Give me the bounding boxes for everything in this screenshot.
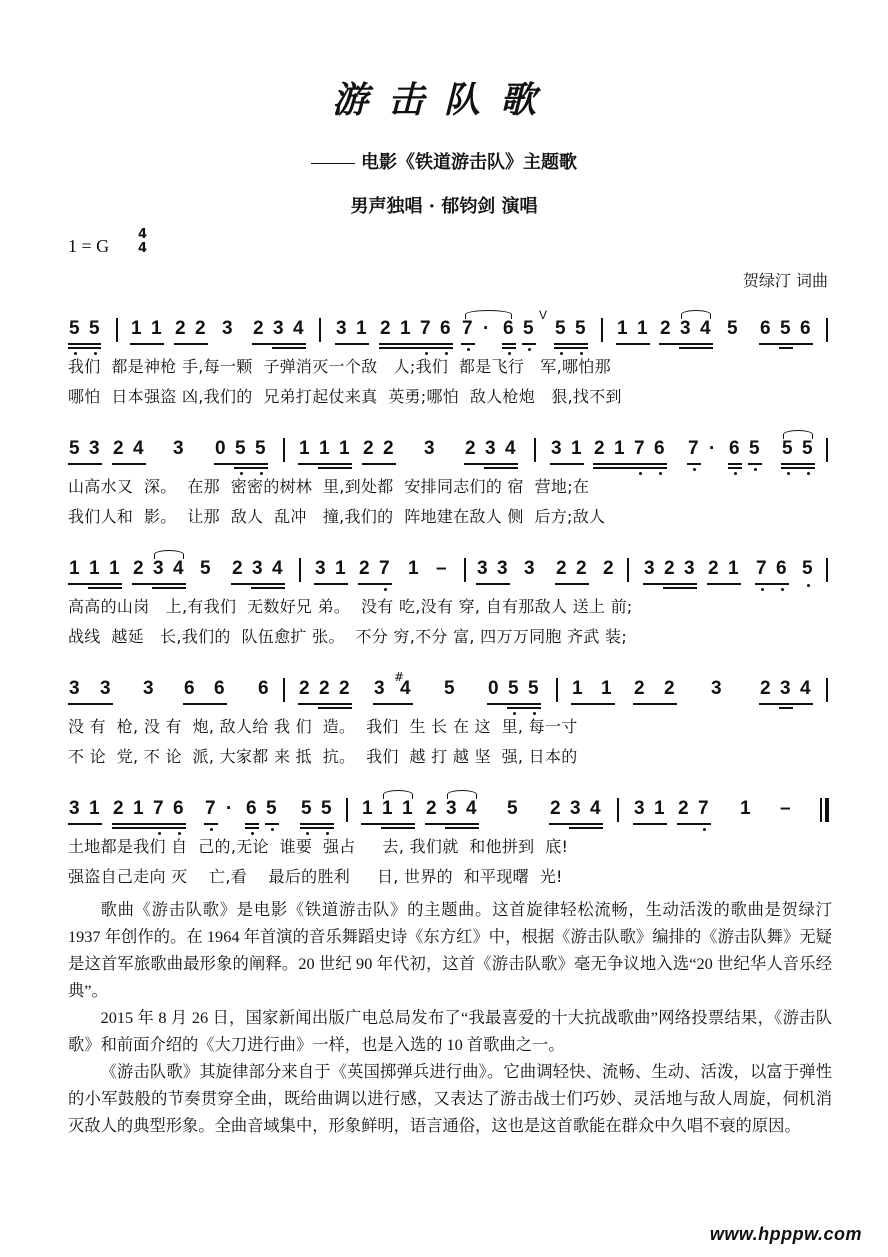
underline xyxy=(231,583,285,585)
note: 1 xyxy=(400,318,411,339)
underline xyxy=(677,823,711,825)
underline xyxy=(759,343,813,345)
note: 5 xyxy=(444,678,455,699)
tie-slur xyxy=(783,430,813,439)
underline xyxy=(502,347,516,349)
note: 3 xyxy=(89,438,100,459)
underline xyxy=(484,467,518,469)
note: 1 xyxy=(335,558,346,579)
note: 7 xyxy=(462,318,473,339)
note: 2 xyxy=(319,678,330,699)
lyric-verse-2: 战线 越延 长,我们的 队伍愈扩 张。 不分 穷,不分 富, 四万万同胞 齐武 装; xyxy=(68,627,628,646)
note: 2 xyxy=(426,798,437,819)
music-system-1 xyxy=(0,308,888,422)
underline xyxy=(707,583,741,585)
note: 2 xyxy=(660,318,671,339)
note: 3 xyxy=(477,558,488,579)
note: 1 xyxy=(69,558,80,579)
barline xyxy=(464,558,466,582)
low-dot xyxy=(210,828,213,831)
note: 3 xyxy=(570,798,581,819)
underline xyxy=(593,463,667,465)
underline xyxy=(633,703,677,705)
note: 5 xyxy=(780,318,791,339)
underline xyxy=(130,343,164,345)
note: 7 xyxy=(205,798,216,819)
underline xyxy=(593,467,667,469)
note: 2 xyxy=(113,798,124,819)
note: 1 xyxy=(362,798,373,819)
note: 5 xyxy=(235,438,246,459)
lyric-verse-1: 高高的山岗 上,有我们 无数好兄 弟。 没有 吃,没有 穿, 自有那敌人 送上 前; xyxy=(68,597,633,616)
low-dot xyxy=(639,472,642,475)
underline xyxy=(68,347,101,349)
note: 7 xyxy=(153,798,164,819)
note: 2 xyxy=(253,318,264,339)
note: 3 xyxy=(69,798,80,819)
low-dot xyxy=(781,588,784,591)
barline xyxy=(601,318,603,342)
note: 1 xyxy=(408,558,419,579)
note: 5 xyxy=(69,318,80,339)
underline xyxy=(554,347,588,349)
note: 6 xyxy=(214,678,225,699)
note: 2 xyxy=(678,798,689,819)
note: 3 xyxy=(153,558,164,579)
underline xyxy=(781,463,815,465)
note: 1 xyxy=(339,438,350,459)
barline xyxy=(826,438,828,462)
performer-credit: 男声独唱 · 郁钧剑 演唱 xyxy=(350,196,538,217)
note: 7 xyxy=(379,558,390,579)
note: 4 xyxy=(173,558,184,579)
note: 4 xyxy=(800,678,811,699)
note: 3 xyxy=(780,678,791,699)
note: 1 xyxy=(571,438,582,459)
note: 2 xyxy=(465,438,476,459)
barline xyxy=(346,798,348,822)
note: 3 xyxy=(336,318,347,339)
underline xyxy=(633,823,667,825)
note: 3 xyxy=(644,558,655,579)
underline xyxy=(68,463,102,465)
subtitle-text: 电影《铁道游击队》主题歌 xyxy=(361,152,577,173)
underline xyxy=(522,343,536,345)
underline xyxy=(781,467,815,469)
notation-row xyxy=(0,308,888,346)
note: 2 xyxy=(133,558,144,579)
lyric-verse-2: 哪怕 日本强盗 凶,我们的 兄弟打起仗来真 英勇;哪怕 敌人枪炮 狠,找不到 xyxy=(68,387,622,406)
note: 5 xyxy=(255,438,266,459)
note: 4 xyxy=(400,678,411,699)
note: 4 xyxy=(272,558,283,579)
dash-divider xyxy=(311,163,355,164)
note: 2 xyxy=(363,438,374,459)
note: 3 xyxy=(100,678,111,699)
note: 5 xyxy=(749,438,760,459)
article-paragraph-1: 歌曲《游击队歌》是电影《铁道游击队》的主题曲。这首旋律轻松流畅，生动活泼的歌曲是贺绿汀 1937 年创作的。在 1964 年首演的音乐舞蹈史诗《东方红》中，根据《游击队歌》编排的《游击队舞》无疑是这首军旅歌曲最形象的阐释。20 世纪 90 年代初，这首《游击队歌》毫无争议地入选“20 世纪华人音乐经典”。 xyxy=(68,900,832,1000)
low-dot xyxy=(807,584,810,587)
low-dot xyxy=(659,472,662,475)
note: 1 xyxy=(151,318,162,339)
lyric-verse-2: 我们人和 影。 让那 敌人 乱冲 撞,我们的 阵地建在敌人 侧 后方;敌人 xyxy=(68,507,606,526)
note: 6 xyxy=(800,318,811,339)
underline xyxy=(687,463,701,465)
note: 5 xyxy=(321,798,332,819)
music-system-4 xyxy=(0,672,888,782)
note: 1 xyxy=(89,798,100,819)
underline xyxy=(112,823,186,825)
barline xyxy=(534,438,536,462)
underline xyxy=(245,827,259,829)
underline xyxy=(245,823,259,825)
underline xyxy=(298,703,352,705)
note: 0 xyxy=(488,678,499,699)
note: 5 xyxy=(575,318,586,339)
underline xyxy=(204,823,218,825)
underline xyxy=(361,823,415,825)
underline xyxy=(659,343,713,345)
article-body xyxy=(68,896,832,1139)
underline xyxy=(728,463,742,465)
underline xyxy=(549,823,603,825)
underline xyxy=(251,587,285,589)
underline xyxy=(379,347,453,349)
note: 1 xyxy=(89,558,100,579)
note: 5 xyxy=(69,438,80,459)
underline xyxy=(571,703,615,705)
note: 5 xyxy=(802,558,813,579)
note: 2 xyxy=(359,558,370,579)
music-system-2 xyxy=(0,432,888,542)
time-sig-bottom: 4 xyxy=(138,241,148,256)
underline xyxy=(183,703,227,705)
underline xyxy=(550,463,584,465)
barline xyxy=(826,678,828,702)
note: 2 xyxy=(175,318,186,339)
low-dot xyxy=(384,588,387,591)
note: 7 xyxy=(756,558,767,579)
final-barline-thin xyxy=(820,798,822,822)
low-dot xyxy=(754,468,757,471)
tie-slur xyxy=(447,790,477,799)
low-dot xyxy=(761,588,764,591)
underline xyxy=(755,583,789,585)
underline xyxy=(362,463,396,465)
note: 3 xyxy=(634,798,645,819)
note: 3 xyxy=(497,558,508,579)
underline xyxy=(502,343,516,345)
underline xyxy=(214,463,268,465)
note: 2 xyxy=(113,438,124,459)
final-barline-thick xyxy=(825,798,829,822)
note: 3 xyxy=(143,678,154,699)
underline xyxy=(507,707,541,709)
dot-extension: · xyxy=(226,798,233,819)
sharp-accidental: # xyxy=(394,670,405,684)
note: 2 xyxy=(708,558,719,579)
note: 6 xyxy=(440,318,451,339)
note: 3 xyxy=(524,558,535,579)
barline xyxy=(283,678,285,702)
note: 4 xyxy=(590,798,601,819)
underline xyxy=(748,463,762,465)
note: 1 xyxy=(109,558,120,579)
underline xyxy=(68,343,101,345)
underline xyxy=(381,827,415,829)
barline xyxy=(627,558,629,582)
note: 4 xyxy=(133,438,144,459)
dot-extension: · xyxy=(709,438,716,459)
note: 3 xyxy=(69,678,80,699)
low-dot xyxy=(528,348,531,351)
underline xyxy=(616,343,650,345)
notation-row xyxy=(0,552,888,586)
note: 3 xyxy=(315,558,326,579)
note: 1 xyxy=(402,798,413,819)
note: 5 xyxy=(89,318,100,339)
dot-extension: · xyxy=(483,318,490,339)
note: 4 xyxy=(466,798,477,819)
note: 5 xyxy=(200,558,211,579)
barline xyxy=(617,798,619,822)
note: 3 xyxy=(173,438,184,459)
time-signature xyxy=(138,228,147,256)
barline xyxy=(319,318,321,342)
note: 5 xyxy=(555,318,566,339)
underline xyxy=(234,467,268,469)
underline xyxy=(445,827,479,829)
tie-slur xyxy=(154,550,184,559)
note: 1 xyxy=(131,318,142,339)
note: 5 xyxy=(802,438,813,459)
note: 3 xyxy=(551,438,562,459)
low-dot xyxy=(807,472,810,475)
underline xyxy=(759,703,813,705)
low-dot xyxy=(703,828,706,831)
key-signature: 1 = G xyxy=(68,236,110,256)
underline xyxy=(68,823,102,825)
note: 2 xyxy=(383,438,394,459)
note: 4 xyxy=(293,318,304,339)
note: 3 xyxy=(273,318,284,339)
lyric-verse-2: 强盗自己走向 灭 亡,看 最后的胜利 日, 世界的 和平现曙 光! xyxy=(68,867,563,886)
notation-row xyxy=(0,672,888,706)
underline xyxy=(663,587,697,589)
note: 3 xyxy=(711,678,722,699)
site-watermark: www.hpppw.com xyxy=(709,1224,862,1244)
underline xyxy=(379,343,453,345)
note: 3 xyxy=(222,318,233,339)
note: 5 xyxy=(507,798,518,819)
note: 3 xyxy=(252,558,263,579)
note: 3 xyxy=(485,438,496,459)
low-dot xyxy=(787,472,790,475)
low-dot xyxy=(467,348,470,351)
lyric-verse-1: 土地都是我们 自 己的,无论 谁要 强占 去, 我们就 和他拼到 底! xyxy=(68,837,569,856)
underline xyxy=(555,583,589,585)
note: 2 xyxy=(760,678,771,699)
note: 1 xyxy=(740,798,751,819)
underline xyxy=(318,707,352,709)
underline xyxy=(68,703,113,705)
underline xyxy=(314,583,348,585)
underline xyxy=(487,703,541,705)
underline xyxy=(679,347,713,349)
note: 6 xyxy=(246,798,257,819)
barline xyxy=(283,438,285,462)
dash-extension: – xyxy=(780,798,791,819)
note: 2 xyxy=(299,678,310,699)
note: 4 xyxy=(700,318,711,339)
note: 3 xyxy=(680,318,691,339)
note: 2 xyxy=(556,558,567,579)
low-dot xyxy=(734,472,737,475)
underline xyxy=(252,343,306,345)
underline xyxy=(569,827,603,829)
lyric-verse-1: 没 有 枪, 没 有 炮, 敌人给 我 们 造。 我们 生 长 在 这 里, 每一寸 xyxy=(68,717,578,736)
composer-credit: 贺绿汀 词曲 xyxy=(742,271,828,290)
underline xyxy=(779,707,793,709)
low-dot xyxy=(693,468,696,471)
note: 1 xyxy=(299,438,310,459)
underline xyxy=(335,343,369,345)
underline xyxy=(461,343,475,345)
tie-slur xyxy=(465,310,512,319)
note: 2 xyxy=(594,438,605,459)
note: 2 xyxy=(232,558,243,579)
tie-slur xyxy=(681,310,711,319)
note: 1 xyxy=(572,678,583,699)
note: 3 xyxy=(374,678,385,699)
song-title: 游击队歌 xyxy=(331,79,556,121)
note: 1 xyxy=(382,798,393,819)
note: 5 xyxy=(523,318,534,339)
note: 5 xyxy=(508,678,519,699)
note: 5 xyxy=(782,438,793,459)
note: 7 xyxy=(420,318,431,339)
barline xyxy=(556,678,558,702)
note: 6 xyxy=(173,798,184,819)
notation-row xyxy=(0,792,888,826)
low-dot xyxy=(271,828,274,831)
breath-mark: V xyxy=(539,308,548,322)
note: 2 xyxy=(664,678,675,699)
subtitle xyxy=(0,148,888,174)
underline xyxy=(132,583,186,585)
note: 2 xyxy=(339,678,350,699)
underline xyxy=(112,463,146,465)
underline xyxy=(425,823,479,825)
note: 6 xyxy=(729,438,740,459)
underline xyxy=(300,823,334,825)
barline xyxy=(299,558,301,582)
music-system-5 xyxy=(0,792,888,902)
note: 2 xyxy=(634,678,645,699)
note: 1 xyxy=(319,438,330,459)
note: 0 xyxy=(215,438,226,459)
note: 7 xyxy=(688,438,699,459)
note: 5 xyxy=(266,798,277,819)
underline xyxy=(152,587,186,589)
underline xyxy=(298,463,352,465)
underline xyxy=(174,343,208,345)
note: 2 xyxy=(576,558,587,579)
note: 4 xyxy=(505,438,516,459)
notation-row xyxy=(0,432,888,466)
underline xyxy=(88,587,122,589)
underline xyxy=(554,343,588,345)
note: 6 xyxy=(776,558,787,579)
note: 1 xyxy=(601,678,612,699)
article-paragraph-3: 《游击队歌》其旋律部分来自于《英国掷弹兵进行曲》。它曲调轻快、流畅、生动、活泼，以富于弹性的小军鼓般的节奏贯穿全曲，既给曲调以进行感，又表达了游击战士们巧妙、灵活地与敌人周旋，伺机消灭敌人的典型形象。全曲音域集中，形象鲜明，语言通俗，这也是这首歌能在群众中久唱不衰的原因。 xyxy=(68,1062,832,1135)
underline xyxy=(476,583,510,585)
lyric-verse-2: 不 论 党, 不 论 派, 大家都 来 抵 抗。 我们 越 打 越 坚 强, 日本的 xyxy=(68,747,578,766)
underline xyxy=(272,347,306,349)
note: 1 xyxy=(637,318,648,339)
underline xyxy=(464,463,518,465)
underline xyxy=(112,827,186,829)
note: 2 xyxy=(664,558,675,579)
barline xyxy=(116,318,118,342)
note: 1 xyxy=(133,798,144,819)
underline xyxy=(358,583,392,585)
underline xyxy=(265,823,279,825)
article-paragraph-2: 2015 年 8 月 26 日，国家新闻出版广电总局发布了“我最喜爱的十大抗战歌曲”网络投票结果，《游击队歌》和前面介绍的《大刀进行曲》一样，也是入选的 10 首歌曲之一。 xyxy=(68,1008,832,1054)
dash-extension: – xyxy=(436,558,447,579)
note: 1 xyxy=(654,798,665,819)
note: 5 xyxy=(301,798,312,819)
note: 7 xyxy=(634,438,645,459)
underline xyxy=(373,703,413,705)
underline xyxy=(68,583,122,585)
note: 2 xyxy=(195,318,206,339)
lyric-verse-1: 山高水又 深。 在那 密密的树林 里,到处都 安排同志们的 宿 营地;在 xyxy=(68,477,590,496)
note: 5 xyxy=(727,318,738,339)
note: 2 xyxy=(380,318,391,339)
note: 1 xyxy=(617,318,628,339)
note: 3 xyxy=(424,438,435,459)
barline xyxy=(826,558,828,582)
barline xyxy=(826,318,828,342)
note: 6 xyxy=(258,678,269,699)
underline xyxy=(643,583,697,585)
underline xyxy=(300,827,334,829)
note: 3 xyxy=(446,798,457,819)
note: 1 xyxy=(728,558,739,579)
note: 2 xyxy=(603,558,614,579)
underline xyxy=(779,347,793,349)
music-system-3 xyxy=(0,552,888,662)
note: 6 xyxy=(503,318,514,339)
note: 1 xyxy=(614,438,625,459)
underline xyxy=(318,467,352,469)
note: 6 xyxy=(654,438,665,459)
note: 1 xyxy=(356,318,367,339)
note: 3 xyxy=(684,558,695,579)
tie-slur xyxy=(383,790,413,799)
time-sig-top: 4 xyxy=(138,227,148,242)
lyric-verse-1: 我们 都是神枪 手,每一颗 子弹消灭一个敌 人;我们 都是飞行 军,哪怕那 xyxy=(68,357,611,376)
note: 6 xyxy=(184,678,195,699)
note: 7 xyxy=(698,798,709,819)
note: 5 xyxy=(528,678,539,699)
underline xyxy=(728,467,742,469)
note: 2 xyxy=(550,798,561,819)
note: 6 xyxy=(760,318,771,339)
